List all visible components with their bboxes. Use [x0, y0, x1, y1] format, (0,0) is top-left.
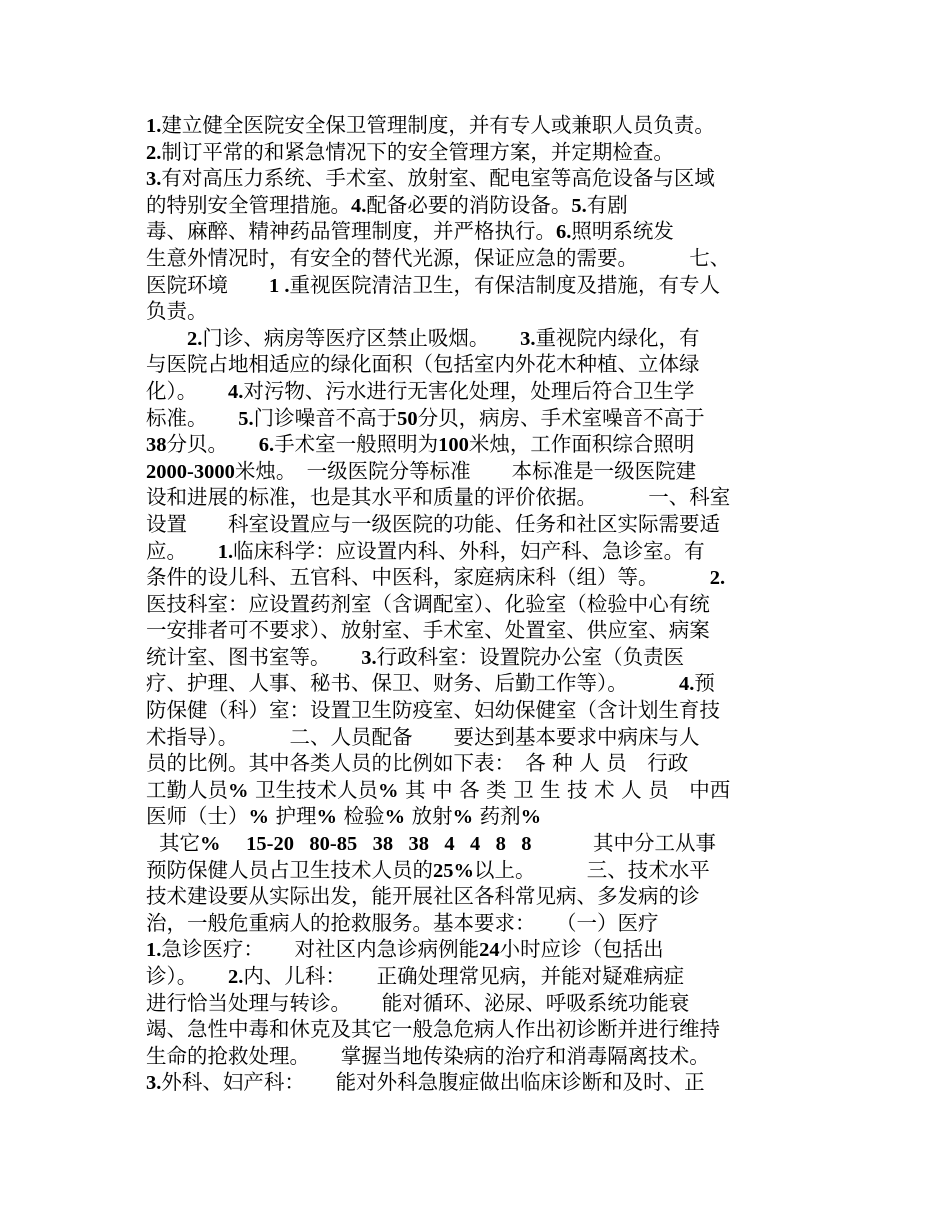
bold-number: % — [248, 806, 269, 829]
text-segment: 对污物、污水进行无害化处理，处理后符合卫生学 — [243, 378, 695, 403]
text-segment: 生意外情况时，有安全的替代光源，保证应急的需要。 七、 — [146, 245, 731, 270]
bold-number: % — [378, 779, 399, 802]
text-segment: 治，一般危重病人的抢救服务。基本要求： （一）医疗 — [146, 910, 659, 935]
bold-number: 4. — [351, 194, 367, 217]
text-segment: 米烛，工作面积综合照明 — [468, 432, 695, 457]
bold-number: 1. — [217, 540, 234, 563]
text-line — [146, 538, 811, 565]
bold-number: 1 . — [269, 274, 290, 297]
bold-number: 3. — [361, 646, 377, 669]
bold-number: 1. — [146, 939, 162, 962]
text-segment: 其它 — [146, 831, 201, 856]
text-line — [146, 1069, 811, 1096]
bold-number: 3. — [520, 327, 536, 350]
bold-number: % — [520, 806, 542, 829]
text-line — [146, 910, 811, 937]
text-line — [146, 351, 811, 378]
text-segment: 有剧 — [586, 192, 628, 217]
text-segment: 统计室、图书室等。 — [146, 644, 362, 669]
bold-number: 4. — [679, 673, 695, 696]
text-segment — [146, 326, 187, 350]
text-segment: 与医院占地相适应的绿化面积（包括室内外花木种植、立体绿 — [146, 352, 700, 377]
text-segment: 进行恰当处理与转诊。 能对循环、泌尿、呼吸系统功能衰 — [146, 990, 690, 1015]
text-segment: 放射 — [405, 804, 453, 829]
text-line — [146, 644, 811, 671]
text-line — [146, 1043, 811, 1070]
text-segment: 设置 科室设置应与一级医院的功能、任务和社区实际需要适 — [146, 511, 720, 536]
text-line — [146, 936, 811, 963]
text-segment: 医院环境 — [146, 272, 269, 297]
text-segment: 行政科室：设置院办公室（负责医 — [376, 644, 685, 669]
bold-number: 3. — [146, 168, 162, 191]
text-segment: 毒、麻醉、精神药品管理制度，并严格执行。 — [146, 219, 556, 244]
text-line — [146, 511, 811, 538]
bold-number: % — [384, 806, 406, 829]
bold-number: 3. — [146, 1072, 162, 1095]
text-line — [146, 564, 811, 591]
bold-number: 6. — [556, 221, 572, 244]
text-line — [146, 484, 811, 511]
text-segment: 照明系统发 — [571, 219, 674, 244]
bold-number: 50 — [397, 407, 418, 430]
text-segment: 米烛。 一级医院分等标准 本标准是一级医院建 — [234, 458, 697, 483]
text-line — [146, 750, 811, 777]
text-segment: 急诊医疗： 对社区内急诊病例能 — [161, 937, 480, 962]
text-segment: 化）。 — [146, 378, 228, 403]
text-segment: 技术建设要从实际出发，能开展社区各科常见病、多发病的诊 — [146, 884, 700, 909]
text-segment: 门诊噪音不高于 — [253, 405, 398, 430]
text-line — [146, 245, 811, 272]
text-segment: 分贝，病房、手术室噪音不高于 — [417, 405, 705, 430]
bold-number: 4. — [228, 380, 244, 403]
text-segment: 临床科学：应设置内科、外科，妇产科、急诊室。有 — [233, 538, 705, 563]
text-line — [146, 963, 811, 990]
text-segment: 的特别安全管理措施。 — [146, 192, 351, 217]
text-segment: 员的比例。其中各类人员的比例如下表： 各 种 人 员 行政 — [146, 751, 689, 776]
text-line — [146, 1016, 811, 1043]
text-segment: 建立健全医院安全保卫管理制度，并有专人或兼职人员负责。 — [161, 113, 715, 137]
bold-number: % — [228, 779, 249, 802]
text-segment: 生命的抢救处理。 掌握当地传染病的治疗和消毒隔离技术。 — [146, 1043, 710, 1068]
bold-number: 1. — [146, 115, 162, 137]
text-segment: 检验 — [337, 804, 385, 829]
bold-number: 2. — [146, 141, 162, 164]
text-line — [146, 803, 811, 830]
bold-number: 2000-3000 — [146, 460, 235, 483]
text-segment: 预 — [694, 671, 715, 696]
text-segment: 制订平常的和紧急情况下的安全管理方案，并定期检查。 — [161, 139, 674, 164]
text-segment: 条件的设儿科、五官科、中医科，家庭病床科（组）等。 — [146, 565, 710, 590]
text-segment: 一安排者可不要求）、放射室、手术室、处置室、供应室、病案 — [146, 618, 710, 643]
text-segment: 药剂 — [473, 804, 521, 829]
text-segment: 分贝。 — [166, 432, 259, 457]
text-segment: 有对高压力系统、手术室、放射室、配电室等高危设备与区域 — [161, 166, 715, 191]
text-segment: 小时应诊（包括出 — [499, 937, 664, 962]
text-segment: 外科、妇产科： 能对外科急腹症做出临床诊断和及时、正 — [161, 1070, 705, 1095]
text-segment: 诊）。 — [146, 964, 228, 988]
bold-number: 5. — [571, 194, 587, 217]
bold-number: 5. — [238, 407, 254, 430]
document-page — [146, 112, 811, 1096]
text-segment: 疗、护理、人事、秘书、保卫、财务、后勤工作等）。 — [146, 671, 679, 696]
text-segment: 重视院内绿化，有 — [535, 325, 700, 350]
bold-number: 2. — [709, 567, 726, 590]
text-segment: 其中分工从事 — [531, 831, 716, 856]
bold-number: % — [452, 806, 474, 829]
text-line — [146, 697, 811, 724]
text-segment: 卫生技术人员 — [248, 777, 379, 802]
text-line — [146, 617, 811, 644]
text-line — [146, 112, 811, 139]
text-line — [146, 857, 811, 884]
text-segment: 设和进展的标准，也是其水平和质量的评价依据。 一、科室 — [146, 485, 731, 510]
text-segment: 医技科室：应设置药剂室（含调配室）、化验室（检验中心有统 — [146, 591, 710, 616]
text-segment: 护理 — [269, 804, 317, 829]
text-segment: 标准。 — [146, 405, 239, 430]
bold-number: 100 — [438, 434, 469, 457]
text-line — [146, 670, 811, 697]
bold-number: 2. — [187, 327, 203, 350]
bold-number: 6. — [258, 434, 275, 457]
text-segment: 工勤人员 — [146, 777, 228, 802]
text-segment: 防保健（科）室：设置卫生防疫室、妇幼保健室（含计划生育技 — [146, 698, 720, 723]
text-segment: 竭、急性中毒和休克及其它一般急危病人作出初诊断并进行维持 — [146, 1017, 720, 1042]
text-line — [146, 298, 811, 325]
text-segment: 以上。 三、技术水平 — [474, 857, 710, 882]
text-line — [146, 165, 811, 192]
text-segment: 负责。 — [146, 299, 208, 324]
bold-number: 2. — [228, 966, 244, 988]
text-segment: 手术室一般照明为 — [274, 432, 439, 457]
text-line — [146, 139, 811, 166]
text-line — [146, 883, 811, 910]
text-line — [146, 591, 811, 618]
text-segment: 预防保健人员占卫生技术人员的 — [146, 857, 433, 882]
text-line — [146, 192, 811, 219]
text-line — [146, 431, 811, 458]
text-segment: 配备必要的消防设备。 — [366, 192, 572, 217]
text-segment: 重视医院清洁卫生，有保洁制度及措施，有专人 — [289, 272, 720, 297]
bold-number: 24 — [479, 939, 500, 962]
bold-number: % — [316, 806, 338, 829]
text-line — [146, 325, 811, 352]
text-segment: 门诊、病房等医疗区禁止吸烟。 — [202, 325, 521, 350]
text-line — [146, 218, 811, 245]
bold-number: 25% — [433, 859, 474, 882]
bold-number: % 15-20 80-85 38 38 4 4 8 8 — [200, 833, 532, 856]
text-line — [146, 405, 811, 432]
text-line — [146, 272, 811, 299]
text-line — [146, 830, 811, 857]
text-line — [146, 990, 811, 1017]
text-segment: 应。 — [146, 538, 218, 563]
text-segment: 医师（士） — [146, 804, 249, 829]
text-segment: 术指导）。 二、人员配备 要达到基本要求中病床与人 — [146, 724, 700, 749]
text-line — [146, 724, 811, 751]
bold-number: 38 — [146, 434, 167, 457]
text-segment: 内、儿科： 正确处理常见病，并能对疑难病症 — [243, 964, 685, 988]
text-line — [146, 777, 811, 804]
text-line — [146, 378, 811, 405]
text-segment: 其 中 各 类 卫 生 技 术 人 员 中西 — [398, 777, 731, 802]
text-line — [146, 458, 811, 485]
